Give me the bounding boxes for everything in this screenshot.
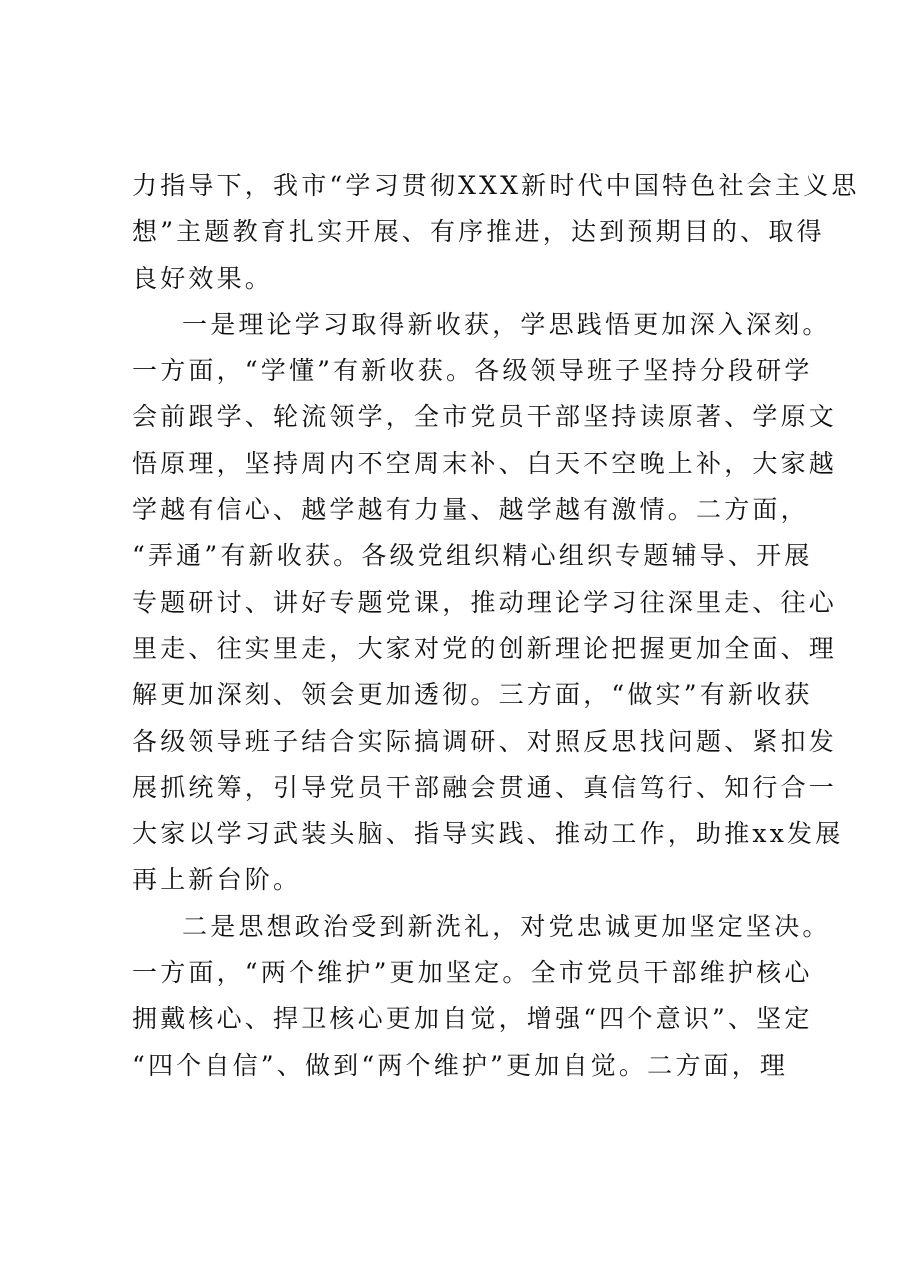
text-line: 拥戴核心、捍卫核心更加自觉，增强“四个意识”、坚定 — [132, 1004, 813, 1034]
text-line: 展抓统筹，引导党员干部融会贯通、真信笃行、知行合一 — [132, 772, 838, 802]
text-line: “弄通”有新收获。各级党组织精心组织专题辅导、开展 — [132, 541, 813, 571]
text-line: 解更加深刻、领会更加透彻。三方面，“做实”有新收获 — [132, 680, 813, 710]
text-line: 里走、往实里走，大家对党的创新理论把握更加全面、理 — [132, 633, 838, 663]
text-line: 会前跟学、轮流领学，全市党员干部坚持读原著、学原文 — [132, 402, 838, 432]
text-line: 良好效果。 — [132, 263, 274, 293]
section-heading-line: 二是思想政治受到新洗礼，对党忠诚更加坚定坚决。 — [182, 911, 831, 941]
text-line: 再上新台阶。 — [132, 865, 302, 895]
text-line: “四个自信”、做到“两个维护”更加自觉。二方面，理 — [132, 1050, 789, 1080]
text-line: 学越有信心、越学越有力量、越学越有激情。二方面， — [132, 495, 809, 525]
text-line: 专题研讨、讲好专题党课，推动理论学习往深里走、往心 — [132, 587, 838, 617]
text-line: 力指导下，我市“学习贯彻XXX新时代中国特色社会主义思 — [132, 171, 860, 200]
text-line: 悟原理，坚持周内不空周末补、白天不空晚上补，大家越 — [132, 448, 838, 478]
text-line: 想”主题教育扎实开展、有序推进，达到预期目的、取得 — [132, 217, 825, 247]
document-body — [132, 163, 860, 1089]
text-line: 一方面，“两个维护”更加坚定。全市党员干部维护核心 — [132, 958, 813, 988]
text-line: 大家以学习武装头脑、指导实践、推动工作，助推xx发展 — [132, 819, 844, 849]
text-line: 一方面，“学懂”有新收获。各级领导班子坚持分段研学 — [132, 356, 813, 386]
text-line: 各级领导班子结合实际搞调研、对照反思找问题、紧扣发 — [132, 726, 838, 756]
section-heading-line: 一是理论学习取得新收获，学思践悟更加深入深刻。 — [182, 309, 831, 339]
